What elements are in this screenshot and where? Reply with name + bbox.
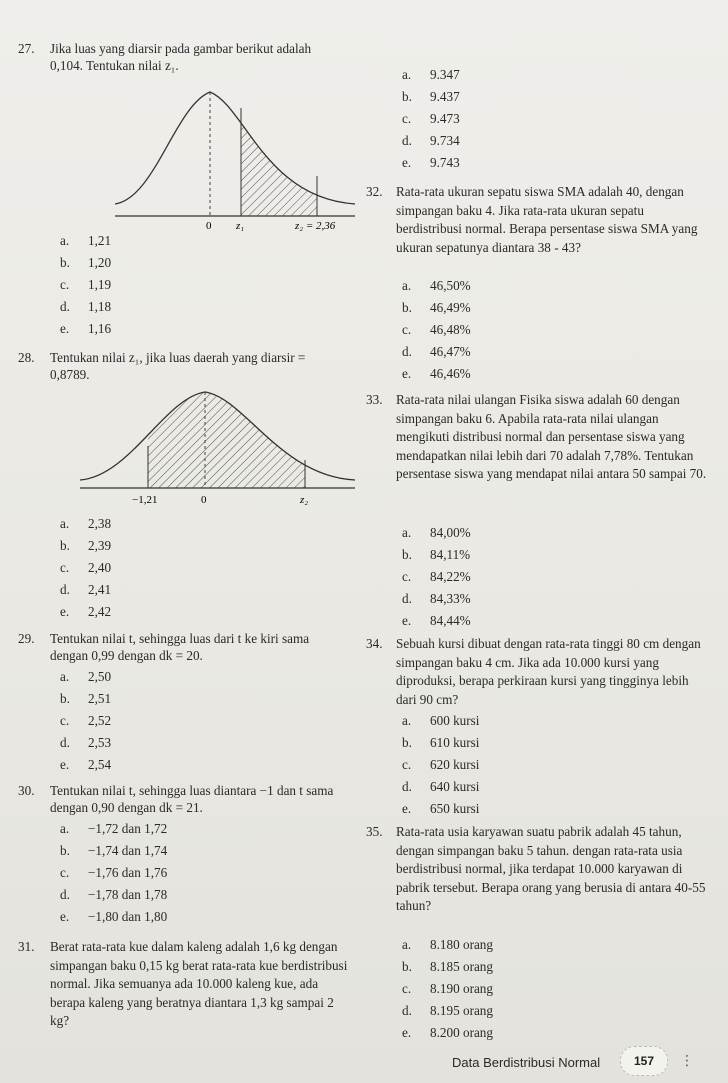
- label-zero: 0: [201, 494, 207, 506]
- label-zero: 0: [206, 220, 212, 232]
- option-b[interactable]: b. 610 kursi: [402, 735, 480, 750]
- question-number: 27.: [18, 41, 35, 56]
- option-c[interactable]: c. 2,40: [60, 560, 112, 575]
- option-c[interactable]: c. 1,19: [60, 277, 112, 292]
- option-a[interactable]: a. −1,72 dan 1,72: [60, 821, 168, 836]
- option-b[interactable]: b. 1,20: [60, 255, 112, 270]
- options-28: [24, 513, 111, 623]
- option-c[interactable]: c. 84,22%: [402, 569, 471, 584]
- question-text: Rata-rata usia karyawan suatu pabrik adalah 45 tahun, dengan simpangan baku 5 tahun. dengan rata-rata usia berdistribusi normal, jika terdapat 10.000 karyawan di pabrik tersebut. Berapa orang yang berusia di antara 40-55 tahun?: [396, 824, 706, 913]
- option-e[interactable]: e. 650 kursi: [402, 801, 480, 816]
- option-e[interactable]: e. 8.200 orang: [402, 1025, 493, 1040]
- question-number: 34.: [366, 636, 383, 651]
- question-number: 29.: [18, 631, 35, 646]
- question-text: Tentukan nilai z₁, jika luas daerah yang diarsir = 0,8789.: [50, 350, 306, 382]
- option-a[interactable]: a. 2,38: [60, 516, 112, 531]
- option-e[interactable]: e. 2,42: [60, 604, 112, 619]
- option-c[interactable]: c. 8.190 orang: [402, 981, 493, 996]
- footer-title: Data Berdistribusi Normal: [452, 1055, 601, 1070]
- options-30: [24, 818, 167, 928]
- label-z2: z₂: [300, 494, 309, 506]
- question-text: Rata-rata nilai ulangan Fisika siswa adalah 60 dengan simpangan baku 6. Apabila rata-rata nilai ulangan mengikuti distribusi normal dan persentase siswa yang mendapatkan nilai lebih dari 70 adalah 7,78%. Tentukan persentase siswa yang mendapat nilai antara 50 sampai 70.: [396, 392, 707, 481]
- options-27: [24, 230, 111, 340]
- question-number: 31.: [18, 939, 35, 954]
- question-number: 35.: [366, 824, 383, 839]
- options-32: [380, 275, 471, 385]
- option-d[interactable]: d. 46,47%: [402, 344, 471, 359]
- option-d[interactable]: d. 2,53: [60, 735, 112, 750]
- question-number: 33.: [366, 392, 383, 407]
- option-d[interactable]: d. 2,41: [60, 582, 112, 597]
- label-z2: z₂ = 2,36: [295, 220, 336, 232]
- options-26: [380, 64, 460, 174]
- option-a[interactable]: a. 46,50%: [402, 278, 471, 293]
- option-a[interactable]: a. 600 kursi: [402, 713, 480, 728]
- option-c[interactable]: c. 46,48%: [402, 322, 471, 337]
- question-text: Tentukan nilai t, sehingga luas diantara −1 dan t sama dengan 0,90 dengan dk = 21.: [50, 783, 334, 815]
- option-d[interactable]: d. 84,33%: [402, 591, 471, 606]
- option-b[interactable]: b. −1,74 dan 1,74: [60, 843, 168, 858]
- option-b[interactable]: b. 2,39: [60, 538, 112, 553]
- option-a[interactable]: a. 2,50: [60, 669, 112, 684]
- option-e[interactable]: e. −1,80 dan 1,80: [60, 909, 168, 924]
- question-text: Rata-rata ukuran sepatu siswa SMA adalah 40, dengan simpangan baku 4. Jika rata-rata ukuran sepatu berdistribusi normal. Berapa persentase siswa SMA yang ukuran sepatunya diantara 38 - 43?: [396, 184, 698, 255]
- option-e[interactable]: e. 84,44%: [402, 613, 471, 628]
- option-e[interactable]: e. 46,46%: [402, 366, 471, 381]
- options-29: [24, 666, 111, 776]
- option-c[interactable]: c. 620 kursi: [402, 757, 480, 772]
- option-b[interactable]: b. 84,11%: [402, 547, 471, 562]
- option-c[interactable]: c. 9.473: [402, 111, 460, 126]
- normal-curve-graph-27: [115, 86, 355, 234]
- option-b[interactable]: b. 9.437: [402, 89, 460, 104]
- options-34: [380, 710, 479, 820]
- option-a[interactable]: a. 84,00%: [402, 525, 471, 540]
- option-e[interactable]: e. 2,54: [60, 757, 112, 772]
- question-text: Tentukan nilai t, sehingga luas dari t ke kiri sama dengan 0,99 dengan dk = 20.: [50, 631, 310, 663]
- option-b[interactable]: b. 46,49%: [402, 300, 471, 315]
- question-text: Jika luas yang diarsir pada gambar berikut adalah 0,104. Tentukan nilai z₁.: [50, 41, 312, 73]
- option-d[interactable]: d. 8.195 orang: [402, 1003, 493, 1018]
- label-z1: z₁: [236, 220, 245, 232]
- page-number: 157: [620, 1046, 668, 1076]
- option-a[interactable]: a. 9.347: [402, 67, 460, 82]
- question-number: 32.: [366, 184, 383, 199]
- label-left: −1,21: [132, 494, 158, 506]
- option-c[interactable]: c. 2,52: [60, 713, 112, 728]
- options-35: [380, 934, 493, 1044]
- option-d[interactable]: d. −1,78 dan 1,78: [60, 887, 168, 902]
- dots-decoration-icon: ⋮: [680, 1053, 694, 1069]
- option-c[interactable]: c. −1,76 dan 1,76: [60, 865, 168, 880]
- normal-curve-graph-28: [80, 388, 355, 508]
- question-number: 28.: [18, 350, 35, 365]
- question-text: Sebuah kursi dibuat dengan rata-rata tinggi 80 cm dengan simpangan baku 4 cm. Jika ada 10.000 kursi yang diproduksi, berapa perkiraan kursi yang tingginya lebih dari 90 cm?: [396, 636, 701, 707]
- option-b[interactable]: b. 8.185 orang: [402, 959, 493, 974]
- option-e[interactable]: e. 9.743: [402, 155, 460, 170]
- option-d[interactable]: d. 9.734: [402, 133, 460, 148]
- option-d[interactable]: d. 640 kursi: [402, 779, 480, 794]
- option-e[interactable]: e. 1,16: [60, 321, 112, 336]
- options-33: [380, 522, 471, 632]
- option-b[interactable]: b. 2,51: [60, 691, 112, 706]
- question-number: 30.: [18, 783, 35, 798]
- option-a[interactable]: a. 1,21: [60, 233, 112, 248]
- option-a[interactable]: a. 8.180 orang: [402, 937, 493, 952]
- question-text: Berat rata-rata kue dalam kaleng adalah 1,6 kg dengan simpangan baku 0,15 kg berat rata-rata kue berdistribusi normal. Jika semuanya ada 10.000 kaleng kue, ada berapa kaleng yang beratnya diantara 1,3 kg sampai 2 kg?: [50, 939, 348, 1028]
- option-d[interactable]: d. 1,18: [60, 299, 112, 314]
